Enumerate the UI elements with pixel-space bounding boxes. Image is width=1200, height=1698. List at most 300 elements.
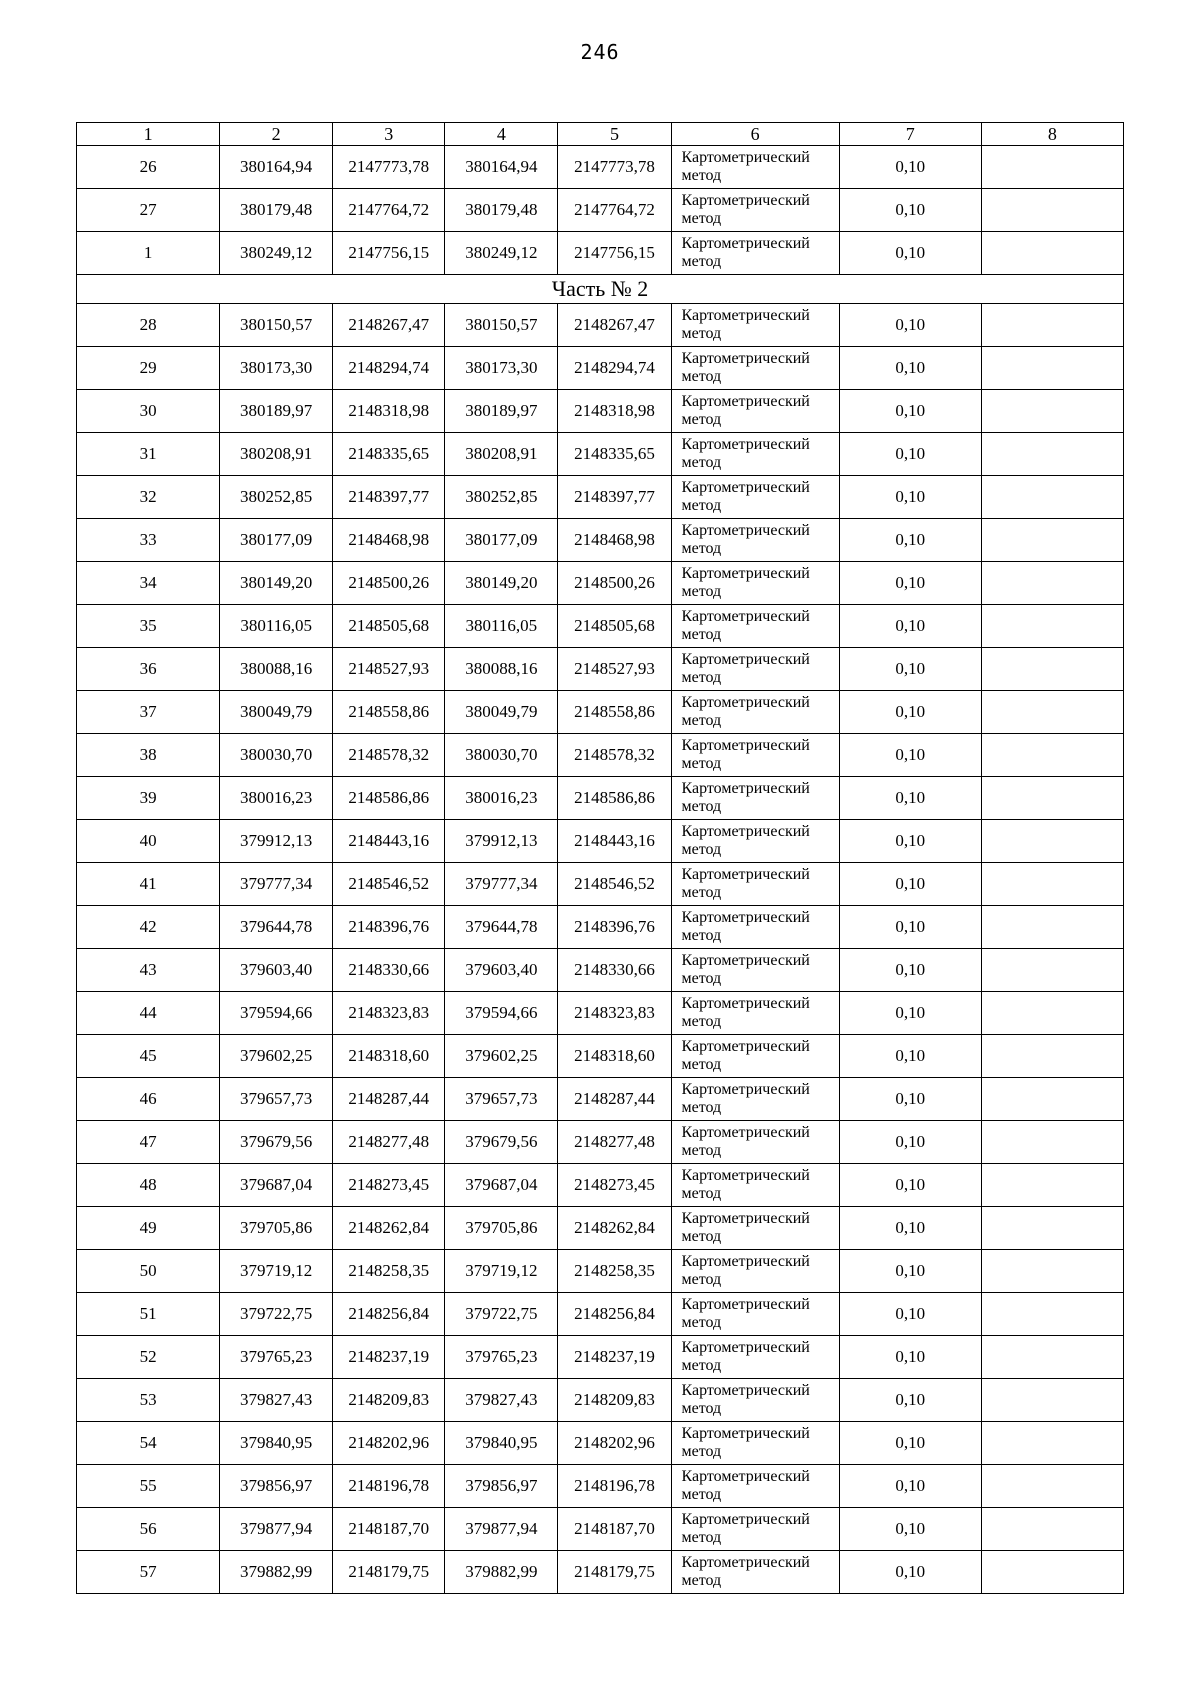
x-coordinate-cell: 379602,25	[445, 1035, 558, 1078]
column-header: 3	[333, 123, 445, 146]
table-row	[77, 232, 1124, 275]
y-coordinate-cell: 2148505,68	[558, 605, 671, 648]
method-cell	[671, 1465, 839, 1508]
method-cell	[671, 562, 839, 605]
method-line-1: Картометрический	[681, 522, 810, 539]
table-row	[77, 1164, 1124, 1207]
table-row	[77, 1422, 1124, 1465]
point-number-cell: 39	[77, 777, 220, 820]
accuracy-cell: 0,10	[839, 304, 981, 347]
method-line-1: Картометрический	[681, 307, 810, 324]
point-number-cell: 43	[77, 949, 220, 992]
method-line-1: Картометрический	[681, 350, 810, 367]
section-title: Часть № 2	[77, 275, 1124, 304]
point-number-cell: 49	[77, 1207, 220, 1250]
y-coordinate-cell: 2148196,78	[558, 1465, 671, 1508]
point-number-cell: 36	[77, 648, 220, 691]
x-coordinate-cell: 379856,97	[220, 1465, 333, 1508]
method-cell	[671, 691, 839, 734]
method-line-1: Картометрический	[681, 823, 810, 840]
method-line-1: Картометрический	[681, 694, 810, 711]
point-number-cell: 53	[77, 1379, 220, 1422]
method-line-1: Картометрический	[681, 737, 810, 754]
method-line-2: метод	[681, 368, 722, 385]
method-line-1: Картометрический	[681, 780, 810, 797]
method-line-1: Картометрический	[681, 866, 810, 883]
x-coordinate-cell: 379603,40	[445, 949, 558, 992]
point-number-cell: 46	[77, 1078, 220, 1121]
accuracy-cell: 0,10	[839, 1164, 981, 1207]
method-cell	[671, 1164, 839, 1207]
method-cell	[671, 232, 839, 275]
accuracy-cell: 0,10	[839, 1293, 981, 1336]
method-line-1: Картометрический	[681, 1038, 810, 1055]
y-coordinate-cell: 2148202,96	[333, 1422, 445, 1465]
y-coordinate-cell: 2148273,45	[558, 1164, 671, 1207]
note-cell	[981, 949, 1123, 992]
method-line-2: метод	[681, 755, 722, 772]
x-coordinate-cell: 379719,12	[220, 1250, 333, 1293]
table-row	[77, 734, 1124, 777]
method-cell	[671, 1508, 839, 1551]
method-line-1: Картометрический	[681, 1124, 810, 1141]
accuracy-cell: 0,10	[839, 1465, 981, 1508]
x-coordinate-cell: 379657,73	[220, 1078, 333, 1121]
y-coordinate-cell: 2148397,77	[333, 476, 445, 519]
y-coordinate-cell: 2148397,77	[558, 476, 671, 519]
y-coordinate-cell: 2148202,96	[558, 1422, 671, 1465]
accuracy-cell: 0,10	[839, 146, 981, 189]
method-cell	[671, 820, 839, 863]
table-row	[77, 1078, 1124, 1121]
accuracy-cell: 0,10	[839, 232, 981, 275]
method-line-1: Картометрический	[681, 909, 810, 926]
y-coordinate-cell: 2148443,16	[558, 820, 671, 863]
x-coordinate-cell: 379687,04	[220, 1164, 333, 1207]
note-cell	[981, 648, 1123, 691]
x-coordinate-cell: 379856,97	[445, 1465, 558, 1508]
x-coordinate-cell: 379827,43	[445, 1379, 558, 1422]
point-number-cell: 31	[77, 433, 220, 476]
y-coordinate-cell: 2148527,93	[333, 648, 445, 691]
point-number-cell: 33	[77, 519, 220, 562]
y-coordinate-cell: 2148586,86	[558, 777, 671, 820]
x-coordinate-cell: 380252,85	[220, 476, 333, 519]
method-cell	[671, 1336, 839, 1379]
table-row	[77, 605, 1124, 648]
x-coordinate-cell: 380179,48	[445, 189, 558, 232]
accuracy-cell: 0,10	[839, 390, 981, 433]
column-header: 4	[445, 123, 558, 146]
note-cell	[981, 691, 1123, 734]
method-cell	[671, 734, 839, 777]
accuracy-cell: 0,10	[839, 476, 981, 519]
method-line-1: Картометрический	[681, 436, 810, 453]
note-cell	[981, 519, 1123, 562]
y-coordinate-cell: 2148558,86	[333, 691, 445, 734]
note-cell	[981, 562, 1123, 605]
y-coordinate-cell: 2148262,84	[558, 1207, 671, 1250]
method-line-2: метод	[681, 167, 722, 184]
method-cell	[671, 476, 839, 519]
accuracy-cell: 0,10	[839, 1422, 981, 1465]
x-coordinate-cell: 380208,91	[220, 433, 333, 476]
point-number-cell: 34	[77, 562, 220, 605]
method-line-1: Картометрический	[681, 1167, 810, 1184]
method-line-1: Картометрический	[681, 393, 810, 410]
x-coordinate-cell: 380016,23	[445, 777, 558, 820]
y-coordinate-cell: 2148273,45	[333, 1164, 445, 1207]
table-row	[77, 433, 1124, 476]
y-coordinate-cell: 2148558,86	[558, 691, 671, 734]
method-line-2: метод	[681, 884, 722, 901]
method-cell	[671, 146, 839, 189]
x-coordinate-cell: 380189,97	[445, 390, 558, 433]
x-coordinate-cell: 380189,97	[220, 390, 333, 433]
method-line-2: метод	[681, 1443, 722, 1460]
point-number-cell: 42	[77, 906, 220, 949]
point-number-cell: 56	[77, 1508, 220, 1551]
y-coordinate-cell: 2148335,65	[333, 433, 445, 476]
table-row	[77, 562, 1124, 605]
note-cell	[981, 605, 1123, 648]
column-header: 2	[220, 123, 333, 146]
method-cell	[671, 1379, 839, 1422]
y-coordinate-cell: 2148318,98	[333, 390, 445, 433]
y-coordinate-cell: 2148323,83	[333, 992, 445, 1035]
y-coordinate-cell: 2148578,32	[558, 734, 671, 777]
point-number-cell: 28	[77, 304, 220, 347]
page-number: 246	[580, 40, 620, 64]
method-line-1: Картометрический	[681, 479, 810, 496]
note-cell	[981, 189, 1123, 232]
x-coordinate-cell: 379722,75	[445, 1293, 558, 1336]
x-coordinate-cell: 380150,57	[220, 304, 333, 347]
point-number-cell: 38	[77, 734, 220, 777]
table-row	[77, 648, 1124, 691]
method-line-1: Картометрический	[681, 1468, 810, 1485]
y-coordinate-cell: 2148468,98	[558, 519, 671, 562]
x-coordinate-cell: 379705,86	[220, 1207, 333, 1250]
accuracy-cell: 0,10	[839, 820, 981, 863]
method-cell	[671, 605, 839, 648]
accuracy-cell: 0,10	[839, 605, 981, 648]
note-cell	[981, 1293, 1123, 1336]
method-line-2: метод	[681, 253, 722, 270]
accuracy-cell: 0,10	[839, 189, 981, 232]
method-cell	[671, 1422, 839, 1465]
x-coordinate-cell: 380149,20	[220, 562, 333, 605]
table-row	[77, 304, 1124, 347]
x-coordinate-cell: 380030,70	[220, 734, 333, 777]
y-coordinate-cell: 2148287,44	[558, 1078, 671, 1121]
note-cell	[981, 1336, 1123, 1379]
accuracy-cell: 0,10	[839, 1379, 981, 1422]
note-cell	[981, 992, 1123, 1035]
y-coordinate-cell: 2147773,78	[558, 146, 671, 189]
method-line-2: метод	[681, 1400, 722, 1417]
x-coordinate-cell: 379877,94	[220, 1508, 333, 1551]
point-number-cell: 54	[77, 1422, 220, 1465]
y-coordinate-cell: 2148209,83	[333, 1379, 445, 1422]
x-coordinate-cell: 379644,78	[220, 906, 333, 949]
method-line-2: метод	[681, 1185, 722, 1202]
x-coordinate-cell: 380249,12	[220, 232, 333, 275]
y-coordinate-cell: 2148330,66	[558, 949, 671, 992]
table-row	[77, 949, 1124, 992]
note-cell	[981, 1422, 1123, 1465]
x-coordinate-cell: 379827,43	[220, 1379, 333, 1422]
x-coordinate-cell: 380173,30	[220, 347, 333, 390]
y-coordinate-cell: 2148277,48	[558, 1121, 671, 1164]
note-cell	[981, 1551, 1123, 1594]
table-row	[77, 1336, 1124, 1379]
method-line-2: метод	[681, 970, 722, 987]
y-coordinate-cell: 2148196,78	[333, 1465, 445, 1508]
y-coordinate-cell: 2148500,26	[558, 562, 671, 605]
x-coordinate-cell: 379840,95	[220, 1422, 333, 1465]
method-cell	[671, 347, 839, 390]
method-line-2: метод	[681, 325, 722, 342]
x-coordinate-cell: 380164,94	[220, 146, 333, 189]
accuracy-cell: 0,10	[839, 1551, 981, 1594]
note-cell	[981, 304, 1123, 347]
y-coordinate-cell: 2148179,75	[333, 1551, 445, 1594]
method-line-2: метод	[681, 669, 722, 686]
method-line-2: метод	[681, 1486, 722, 1503]
x-coordinate-cell: 380049,79	[445, 691, 558, 734]
method-cell	[671, 777, 839, 820]
method-line-1: Картометрический	[681, 149, 810, 166]
note-cell	[981, 433, 1123, 476]
note-cell	[981, 347, 1123, 390]
table-row	[77, 189, 1124, 232]
note-cell	[981, 863, 1123, 906]
x-coordinate-cell: 379679,56	[445, 1121, 558, 1164]
y-coordinate-cell: 2148209,83	[558, 1379, 671, 1422]
table-row	[77, 1551, 1124, 1594]
x-coordinate-cell: 379687,04	[445, 1164, 558, 1207]
method-line-2: метод	[681, 497, 722, 514]
y-coordinate-cell: 2148256,84	[333, 1293, 445, 1336]
table-row	[77, 476, 1124, 519]
table-row	[77, 906, 1124, 949]
method-line-1: Картометрический	[681, 1081, 810, 1098]
method-line-1: Картометрический	[681, 565, 810, 582]
method-cell	[671, 1078, 839, 1121]
y-coordinate-cell: 2148396,76	[558, 906, 671, 949]
point-number-cell: 40	[77, 820, 220, 863]
note-cell	[981, 906, 1123, 949]
method-line-2: метод	[681, 1529, 722, 1546]
y-coordinate-cell: 2148277,48	[333, 1121, 445, 1164]
point-number-cell: 35	[77, 605, 220, 648]
accuracy-cell: 0,10	[839, 433, 981, 476]
point-number-cell: 30	[77, 390, 220, 433]
table-row	[77, 146, 1124, 189]
x-coordinate-cell: 379882,99	[220, 1551, 333, 1594]
method-line-2: метод	[681, 798, 722, 815]
method-line-1: Картометрический	[681, 192, 810, 209]
method-line-2: метод	[681, 1056, 722, 1073]
x-coordinate-cell: 379777,34	[220, 863, 333, 906]
note-cell	[981, 1508, 1123, 1551]
note-cell	[981, 390, 1123, 433]
note-cell	[981, 1121, 1123, 1164]
method-line-2: метод	[681, 1314, 722, 1331]
x-coordinate-cell: 380208,91	[445, 433, 558, 476]
accuracy-cell: 0,10	[839, 1207, 981, 1250]
method-cell	[671, 906, 839, 949]
method-cell	[671, 1293, 839, 1336]
x-coordinate-cell: 380173,30	[445, 347, 558, 390]
point-number-cell: 27	[77, 189, 220, 232]
y-coordinate-cell: 2148335,65	[558, 433, 671, 476]
method-line-1: Картометрический	[681, 1511, 810, 1528]
note-cell	[981, 1035, 1123, 1078]
method-cell	[671, 189, 839, 232]
x-coordinate-cell: 379840,95	[445, 1422, 558, 1465]
point-number-cell: 50	[77, 1250, 220, 1293]
point-number-cell: 51	[77, 1293, 220, 1336]
y-coordinate-cell: 2148318,98	[558, 390, 671, 433]
table-row	[77, 820, 1124, 863]
y-coordinate-cell: 2148267,47	[558, 304, 671, 347]
accuracy-cell: 0,10	[839, 1035, 981, 1078]
x-coordinate-cell: 379882,99	[445, 1551, 558, 1594]
accuracy-cell: 0,10	[839, 1250, 981, 1293]
note-cell	[981, 734, 1123, 777]
y-coordinate-cell: 2148318,60	[558, 1035, 671, 1078]
y-coordinate-cell: 2147764,72	[558, 189, 671, 232]
table-row	[77, 1508, 1124, 1551]
method-cell	[671, 304, 839, 347]
table-row	[77, 1035, 1124, 1078]
y-coordinate-cell: 2147756,15	[558, 232, 671, 275]
accuracy-cell: 0,10	[839, 949, 981, 992]
table-row	[77, 1379, 1124, 1422]
accuracy-cell: 0,10	[839, 863, 981, 906]
point-number-cell: 41	[77, 863, 220, 906]
note-cell	[981, 1465, 1123, 1508]
x-coordinate-cell: 379602,25	[220, 1035, 333, 1078]
y-coordinate-cell: 2147756,15	[333, 232, 445, 275]
method-cell	[671, 1250, 839, 1293]
y-coordinate-cell: 2148443,16	[333, 820, 445, 863]
x-coordinate-cell: 380088,16	[445, 648, 558, 691]
method-line-1: Картометрический	[681, 1253, 810, 1270]
table-row	[77, 390, 1124, 433]
x-coordinate-cell: 380179,48	[220, 189, 333, 232]
x-coordinate-cell: 380177,09	[220, 519, 333, 562]
point-number-cell: 45	[77, 1035, 220, 1078]
point-number-cell: 37	[77, 691, 220, 734]
table-row	[77, 1250, 1124, 1293]
x-coordinate-cell: 379644,78	[445, 906, 558, 949]
method-line-1: Картометрический	[681, 1296, 810, 1313]
y-coordinate-cell: 2148586,86	[333, 777, 445, 820]
x-coordinate-cell: 379777,34	[445, 863, 558, 906]
x-coordinate-cell: 380252,85	[445, 476, 558, 519]
column-number-row	[77, 123, 1124, 146]
table-row	[77, 992, 1124, 1035]
method-line-2: метод	[681, 626, 722, 643]
y-coordinate-cell: 2148546,52	[558, 863, 671, 906]
method-line-2: метод	[681, 1099, 722, 1116]
column-header: 8	[981, 123, 1123, 146]
point-number-cell: 29	[77, 347, 220, 390]
method-line-1: Картометрический	[681, 651, 810, 668]
method-line-1: Картометрический	[681, 952, 810, 969]
y-coordinate-cell: 2148505,68	[333, 605, 445, 648]
method-line-2: метод	[681, 927, 722, 944]
method-cell	[671, 390, 839, 433]
method-cell	[671, 519, 839, 562]
y-coordinate-cell: 2148187,70	[333, 1508, 445, 1551]
accuracy-cell: 0,10	[839, 1508, 981, 1551]
method-line-1: Картометрический	[681, 608, 810, 625]
column-header: 6	[671, 123, 839, 146]
method-line-1: Картометрический	[681, 1339, 810, 1356]
y-coordinate-cell: 2147773,78	[333, 146, 445, 189]
y-coordinate-cell: 2148546,52	[333, 863, 445, 906]
x-coordinate-cell: 379877,94	[445, 1508, 558, 1551]
x-coordinate-cell: 379603,40	[220, 949, 333, 992]
method-line-1: Картометрический	[681, 235, 810, 252]
method-cell	[671, 648, 839, 691]
x-coordinate-cell: 380016,23	[220, 777, 333, 820]
point-number-cell: 47	[77, 1121, 220, 1164]
method-line-2: метод	[681, 454, 722, 471]
table-row	[77, 519, 1124, 562]
method-cell	[671, 949, 839, 992]
accuracy-cell: 0,10	[839, 1121, 981, 1164]
method-line-2: метод	[681, 712, 722, 729]
accuracy-cell: 0,10	[839, 347, 981, 390]
point-number-cell: 26	[77, 146, 220, 189]
note-cell	[981, 476, 1123, 519]
table-row	[77, 1293, 1124, 1336]
method-line-2: метод	[681, 841, 722, 858]
method-line-1: Картометрический	[681, 1425, 810, 1442]
x-coordinate-cell: 380149,20	[445, 562, 558, 605]
method-line-2: метод	[681, 583, 722, 600]
x-coordinate-cell: 379594,66	[445, 992, 558, 1035]
y-coordinate-cell: 2148318,60	[333, 1035, 445, 1078]
table-row	[77, 1207, 1124, 1250]
accuracy-cell: 0,10	[839, 992, 981, 1035]
method-line-1: Картометрический	[681, 1554, 810, 1571]
method-cell	[671, 992, 839, 1035]
y-coordinate-cell: 2148237,19	[558, 1336, 671, 1379]
x-coordinate-cell: 380030,70	[445, 734, 558, 777]
point-number-cell: 57	[77, 1551, 220, 1594]
x-coordinate-cell: 379912,13	[445, 820, 558, 863]
method-line-2: метод	[681, 1013, 722, 1030]
point-number-cell: 1	[77, 232, 220, 275]
x-coordinate-cell: 380150,57	[445, 304, 558, 347]
y-coordinate-cell: 2148256,84	[558, 1293, 671, 1336]
method-cell	[671, 1207, 839, 1250]
x-coordinate-cell: 379657,73	[445, 1078, 558, 1121]
method-cell	[671, 1121, 839, 1164]
x-coordinate-cell: 380116,05	[445, 605, 558, 648]
column-header: 7	[839, 123, 981, 146]
point-number-cell: 52	[77, 1336, 220, 1379]
y-coordinate-cell: 2147764,72	[333, 189, 445, 232]
column-header: 5	[558, 123, 671, 146]
method-line-2: метод	[681, 1572, 722, 1589]
